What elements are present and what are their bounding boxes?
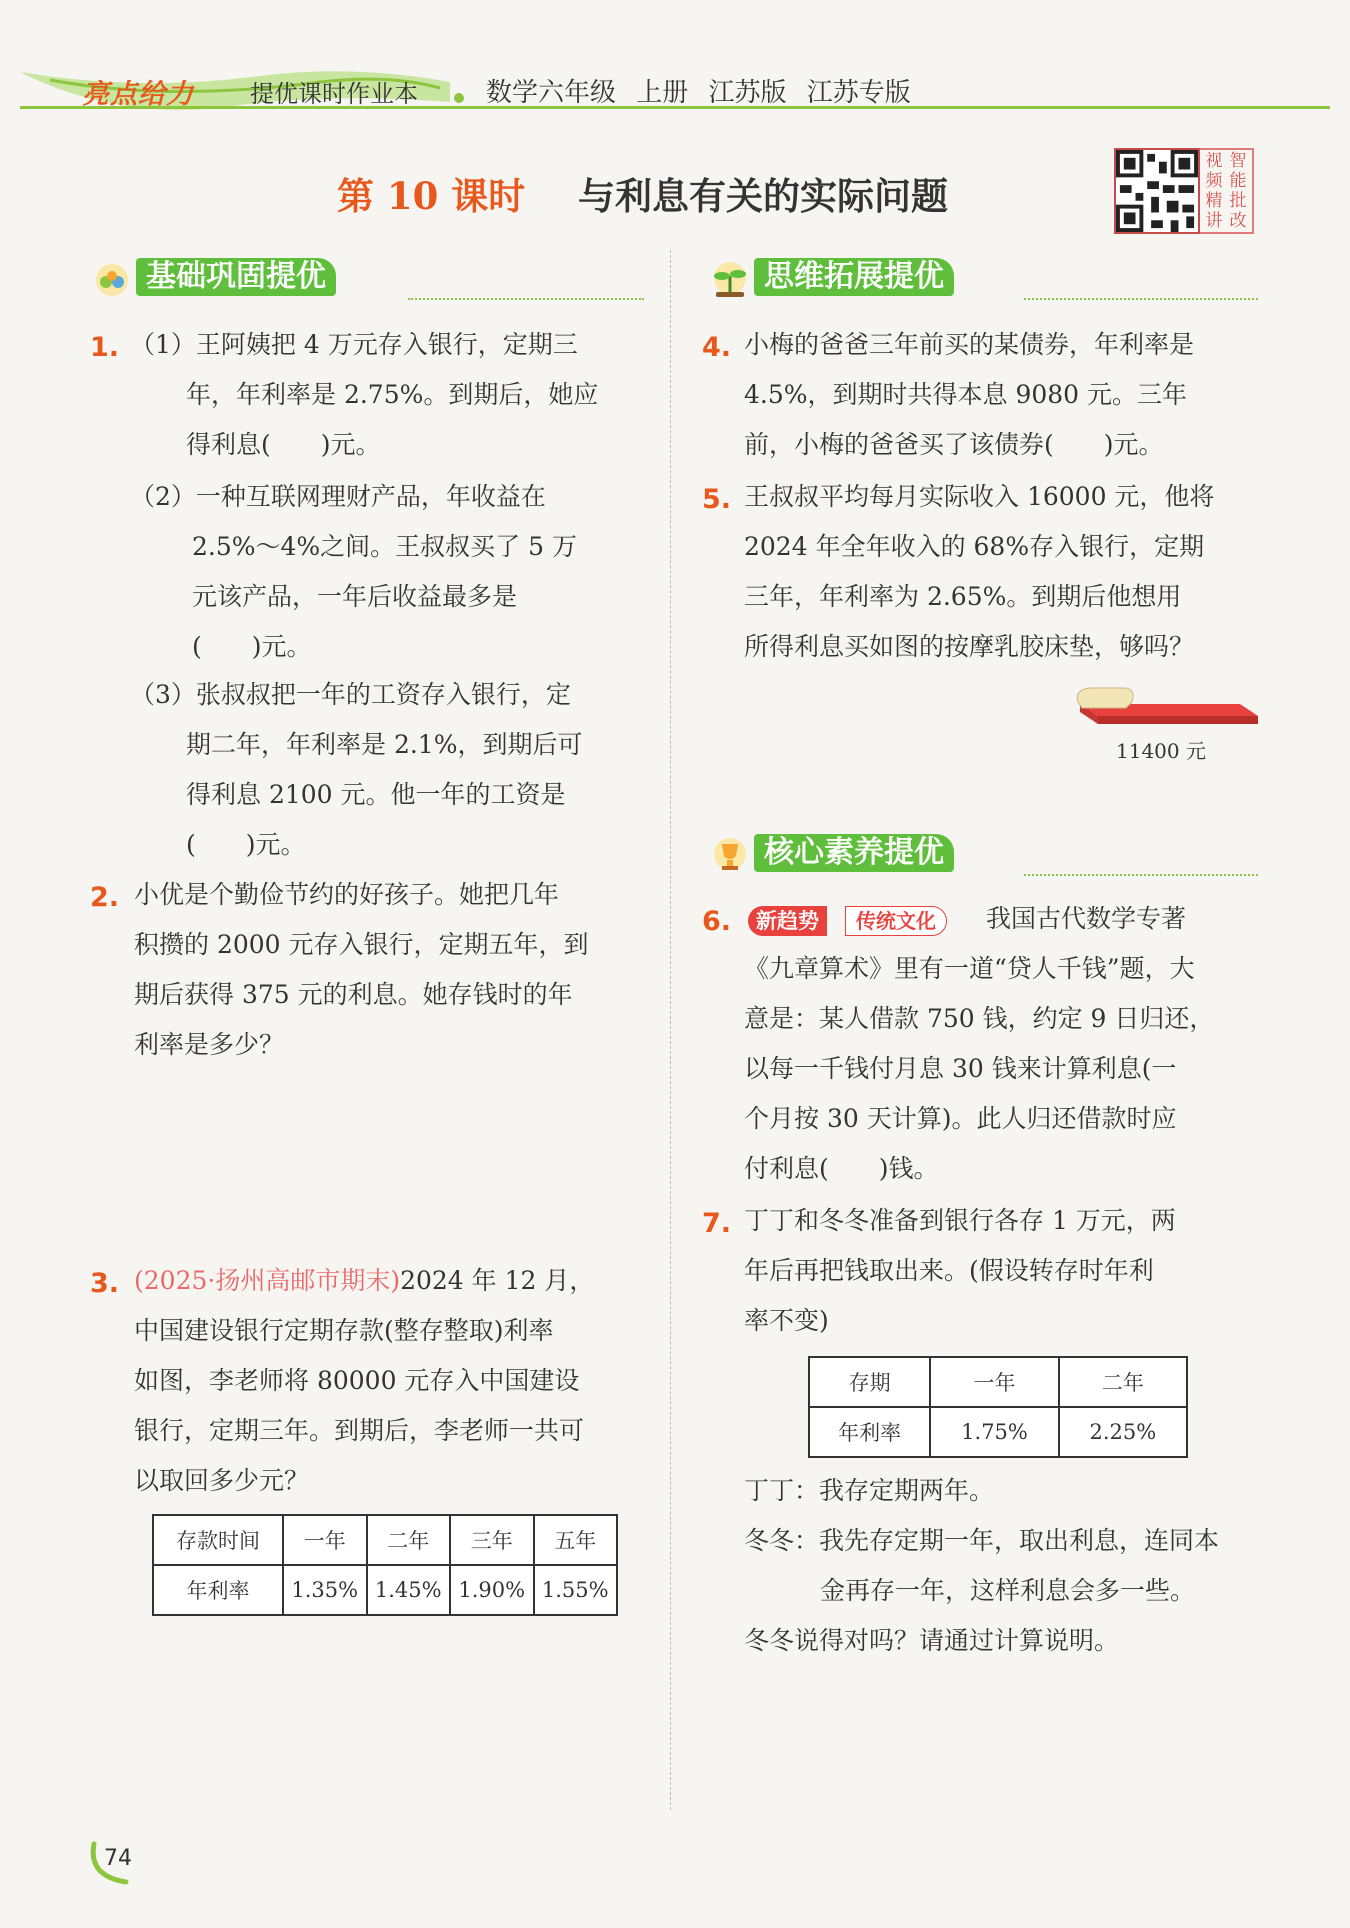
table-row: 年利率 1.35% 1.45% 1.90% 1.55% [153,1565,617,1615]
table-row: 存期 一年 二年 [809,1357,1187,1407]
book-info: 数学六年级 上册 江苏版 江苏专版 [486,78,911,108]
lesson-title: 与利息有关的实际问题 [578,174,948,218]
trophy-icon [706,832,756,878]
section-basic-header: 基础巩固提优 [88,256,644,298]
question-1-part-1: （1）王阿姨把 4 万元存入银行，定期三 年，年利率是 2.75%。到期后，她应 得利息( )元。 [130,330,599,459]
new-trend-badge: 新趋势 [748,906,827,936]
question-1-part-3: （3）张叔叔把一年的工资存入银行，定 期二年，年利率是 2.1%，到期后可 得利息 2100 元。他一年的工资是 ( )元。 [130,680,583,859]
deposit-rate-table [152,1514,618,1616]
question-6-number: 6. [702,906,732,937]
question-3-text: (2025·扬州高邮市期末)2024 年 12 月， 中国建设银行定期存款(整存整取)利率 如图，李老师将 80000 元存入中国建设 银行，定期三年。到期后，李老师一共可 以取回多少元？ [134,1266,595,1495]
qr-caption: 视 智 频 能 精 批 讲 改 [1200,148,1254,234]
section-core-header: 核心素养提优 [706,832,1258,874]
sun-flower-icon [88,256,138,302]
interest-rate-table [808,1356,1188,1458]
book-type: 提优课时作业本 [250,80,418,108]
mattress-image [1070,682,1258,728]
qr-code-icon[interactable] [1114,148,1200,234]
question-5-text: 王叔叔平均每月实际收入 16000 元，他将 2024 年全年收入的 68%存入银行，定期 三年，年利率为 2.65%。到期后他想用 所得利息买如图的按摩乳胶床垫，够吗？ [744,482,1215,661]
question-2-text: 小优是个勤俭节约的好孩子。她把几年 积攒的 2000 元存入银行，定期五年，到 期后获得 375 元的利息。她存钱时的年 利率是多少？ [134,880,589,1059]
section-extend-header: 思维拓展提优 [706,256,1258,298]
brand-logo: 亮点给力 [82,79,194,110]
page-number: 74 [104,1846,132,1871]
question-4-text: 小梅的爸爸三年前买的某债券，年利率是 4.5%，到期时共得本息 9080 元。三年 前，小梅的爸爸买了该债券( )元。 [744,330,1195,459]
question-4-number: 4. [702,332,732,363]
question-6-text: 《九章算术》里有一道“贷人千钱”题，大 意是：某人借款 750 钱，约定 9 日归还， 以每一千钱付月息 30 钱来计算利息(一 个月按 30 天计算)。此人归还借款时应 付利息( )钱。 [744,954,1215,1183]
question-2-number: 2. [90,882,120,913]
lesson-number: 第 10 课时 [337,174,526,218]
question-7-text: 丁丁和冬冬准备到银行各存 1 万元，两 年后再把钱取出来。(假设转存时年利 率不变) [744,1206,1176,1335]
question-1-part-2: （2）一种互联网理财产品，年收益在 2.5%～4%之间。王叔叔买了 5 万 元该产品，一年后收益最多是 ( )元。 [130,482,577,661]
header-dot [454,93,464,103]
sprout-icon [706,256,756,302]
table-row: 年利率 1.75% 2.25% [809,1407,1187,1457]
question-3-number: 3. [90,1268,120,1299]
question-3-source: (2025·扬州高邮市期末) [134,1266,401,1295]
column-divider [670,250,671,1810]
question-1-number: 1. [90,332,120,363]
table-row: 存款时间 一年 二年 三年 五年 [153,1515,617,1565]
question-7-number: 7. [702,1208,732,1239]
mattress-price: 11400 元 [1116,739,1206,763]
traditional-culture-badge: 传统文化 [845,906,947,936]
question-6-first-line: 我国古代数学专著 [986,904,1187,933]
question-7-dialogue: 丁丁：我存定期两年。 冬冬：我先存定期一年，取出利息，连同本 金再存一年，这样利息会多一些。 冬冬说得对吗？请通过计算说明。 [744,1476,1220,1655]
question-5-number: 5. [702,484,732,515]
